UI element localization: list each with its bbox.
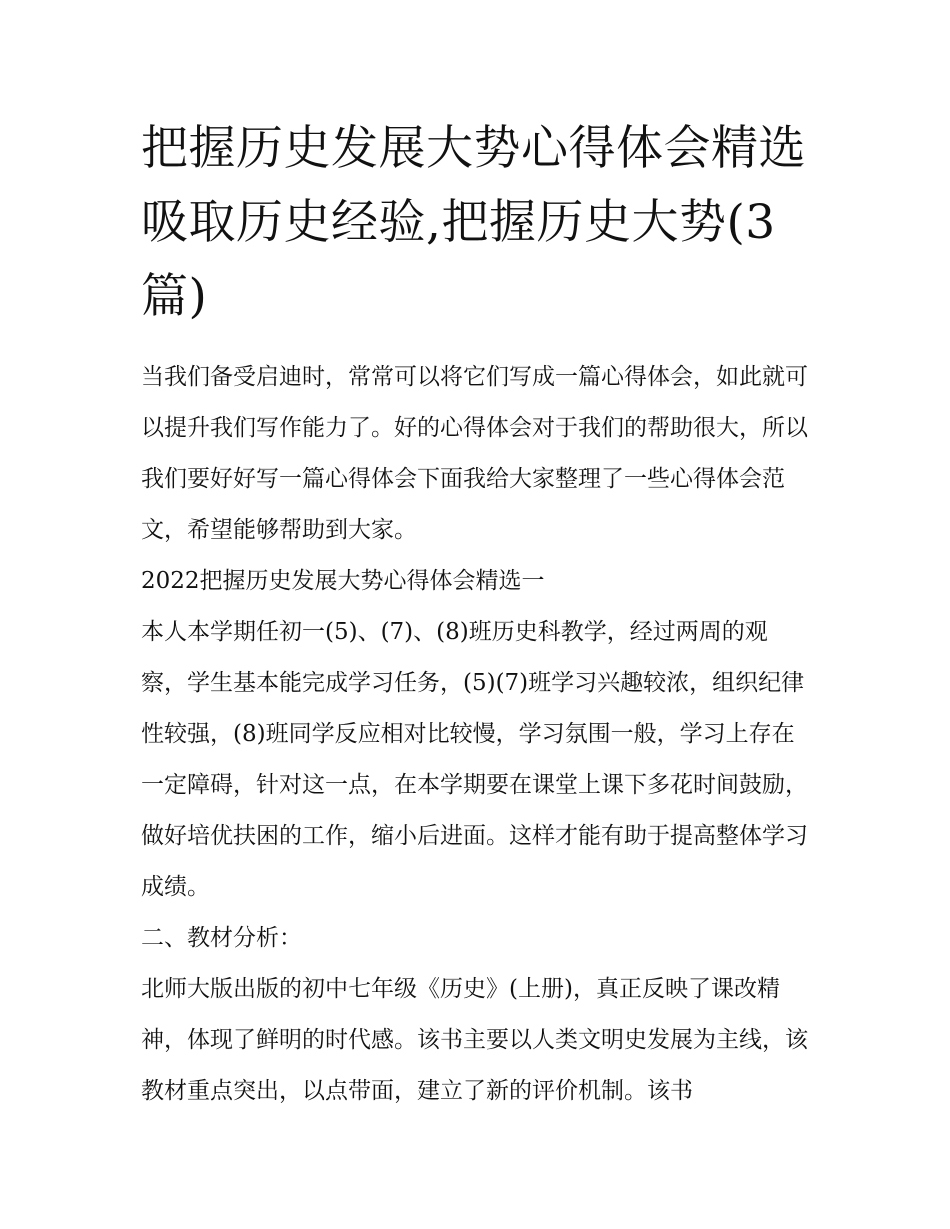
- intro-paragraph: 当我们备受启迪时，常常可以将它们写成一篇心得体会，如此就可以提升我们写作能力了。好的心得体会对于我们的帮助很大，所以我们要好好写一篇心得体会下面我给大家整理了一些心得体会范文，希望能够帮助到大家。: [141, 364, 808, 543]
- body-paragraph-1: 本人本学期任初一(5)、(7)、(8)班历史科教学，经过两周的观察，学生基本能完成学习任务，(5)(7)班学习兴趣较浓，组织纪律性较强，(8)班同学反应相对比较慢，学习氛围一般，学习上存在一定障碍，针对这一点，在本学期要在课堂上课下多花时间鼓励，做好培优扶困的工作，缩小后进面。这样才能有助于提高整体学习成绩。: [141, 619, 808, 900]
- document-title: 把握历史发展大势心得体会精选 吸取历史经验,把握历史大势(3篇): [141, 121, 806, 324]
- body-paragraph-2: 北师大版出版的初中七年级《历史》(上册)，真正反映了课改精神，体现了鲜明的时代感。该书主要以人类文明史发展为主线，该教材重点突出，以点带面，建立了新的评价机制。该书: [141, 976, 808, 1104]
- section-title: 2022把握历史发展大势心得体会精选一: [141, 568, 545, 594]
- subheading-textbook-analysis: 二、教材分析：: [141, 925, 302, 951]
- document-page: [141, 112, 813, 1117]
